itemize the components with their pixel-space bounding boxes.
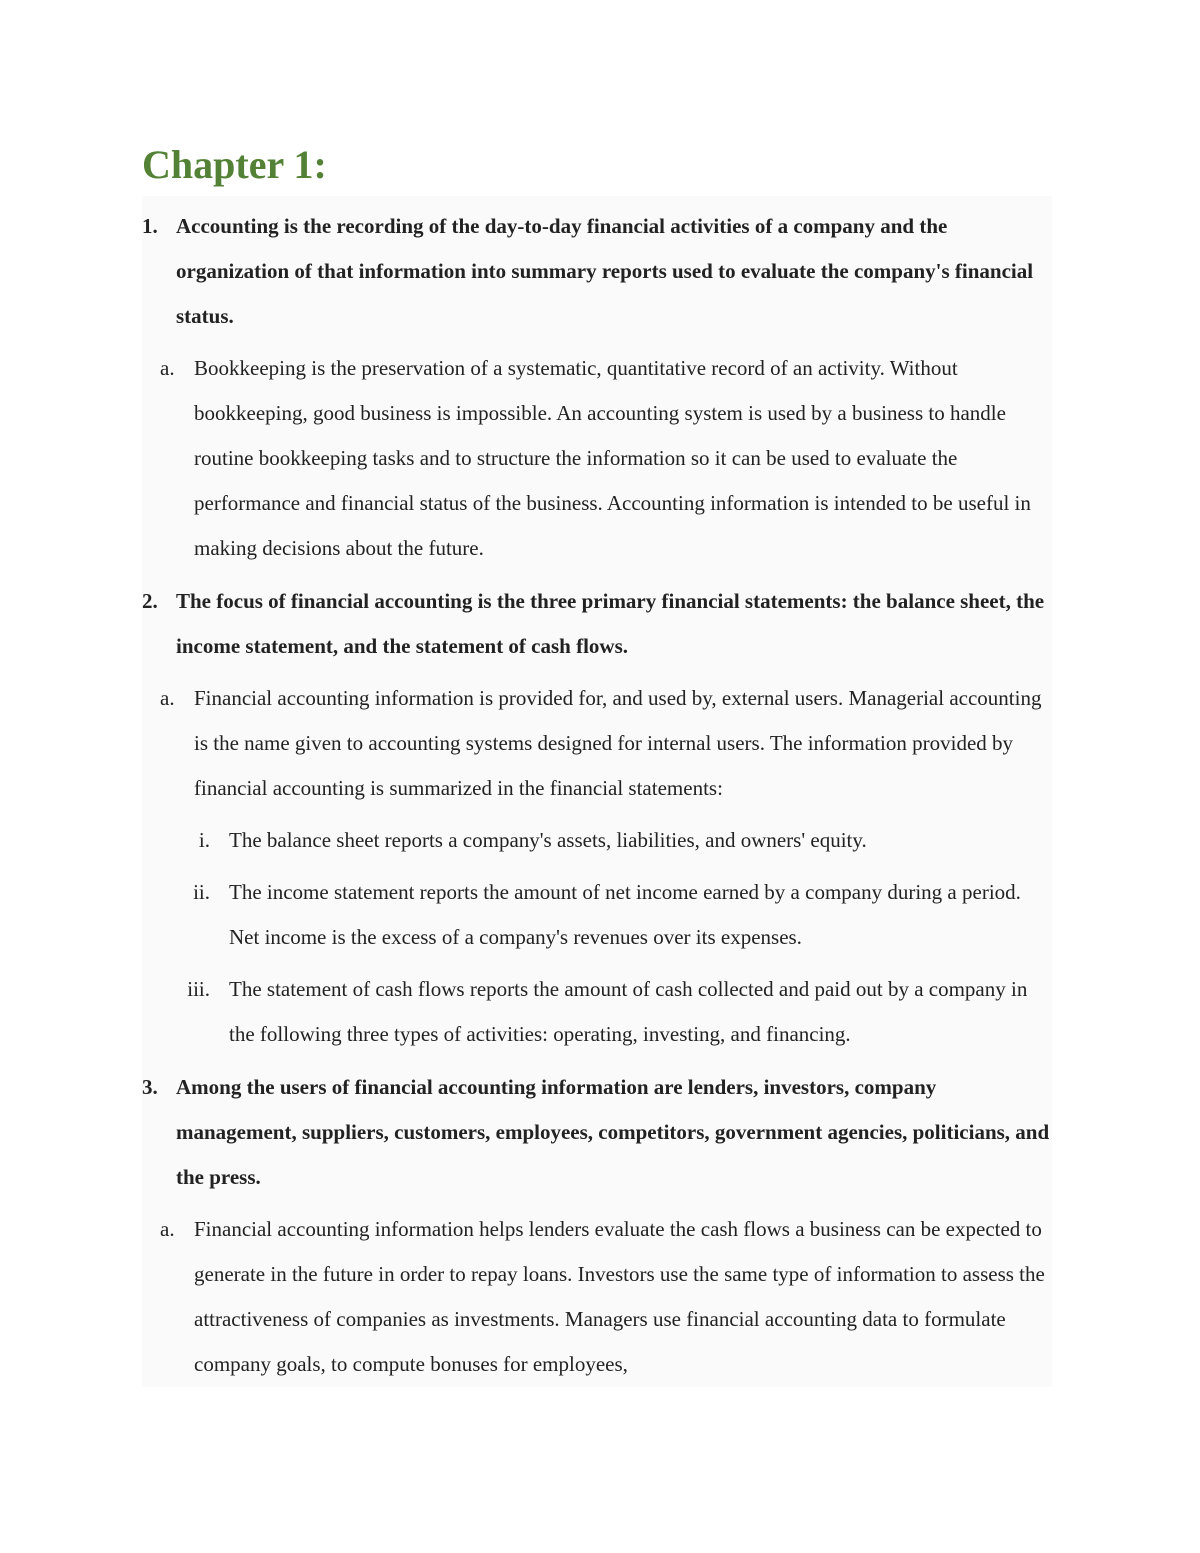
list-item-text: The income statement reports the amount of net income earned by a company during a period. Net income is the excess of a company's revenues over its expenses. [229, 880, 1021, 949]
list-item-text: Among the users of financial accounting information are lenders, investors, company management, suppliers, customers, employees, competitors, government agencies, politicians, and the press. [176, 1075, 1050, 1189]
list-item-2a [142, 669, 1052, 811]
list-item-2a-ii [142, 863, 1052, 960]
list-item-text: Financial accounting information is provided for, and used by, external users. Managerial accounting is the name given to accounting systems designed for internal users. The information provided by financial accounting is summarized in the financial statements: [194, 686, 1042, 800]
list-item-1 [142, 196, 1052, 339]
list-marker: i. [198, 828, 210, 852]
list-item-text: Financial accounting information helps lenders evaluate the cash flows a business can be expected to generate in the future in order to repay loans. Investors use the same type of information to assess the attractiveness of companies as investments. Managers use financial accounting data to formulate company goals, to compute bonuses for employees, [194, 1217, 1045, 1376]
list-item-text: The statement of cash flows reports the amount of cash collected and paid out by a company in the following three types of activities: operating, investing, and financing. [229, 977, 1028, 1046]
list-item-3a [142, 1200, 1052, 1387]
list-item-2a-i [142, 811, 1052, 863]
list-item-2a-iii [142, 960, 1052, 1057]
list-marker: 1. [142, 214, 158, 238]
list-marker: a. [160, 356, 175, 380]
list-marker: 3. [142, 1075, 158, 1099]
list-marker: ii. [193, 880, 210, 904]
chapter-title: Chapter 1: [142, 142, 327, 187]
list-marker: a. [160, 1217, 175, 1241]
list-item-text: The focus of financial accounting is the three primary financial statements: the balance sheet, the income statement, and the statement of cash flows. [176, 589, 1045, 658]
list-item-1a [142, 339, 1052, 571]
outline-list [142, 196, 1052, 1387]
list-marker: a. [160, 686, 175, 710]
list-marker: 2. [142, 589, 158, 613]
list-item-3 [142, 1057, 1052, 1200]
list-item-2 [142, 571, 1052, 669]
list-item-text: The balance sheet reports a company's assets, liabilities, and owners' equity. [229, 828, 867, 852]
list-item-text: Bookkeeping is the preservation of a systematic, quantitative record of an activity. Without bookkeeping, good business is impossible. An accounting system is used by a business to handle routine bookkeeping tasks and to structure the information so it can be used to evaluate the performance and financial status of the business. Accounting information is intended to be useful in making decisions about the future. [194, 356, 1031, 560]
list-marker: iii. [187, 977, 210, 1001]
list-item-text: Accounting is the recording of the day-to-day financial activities of a company and the organization of that information into summary reports used to evaluate the company's financial status. [176, 214, 1034, 328]
